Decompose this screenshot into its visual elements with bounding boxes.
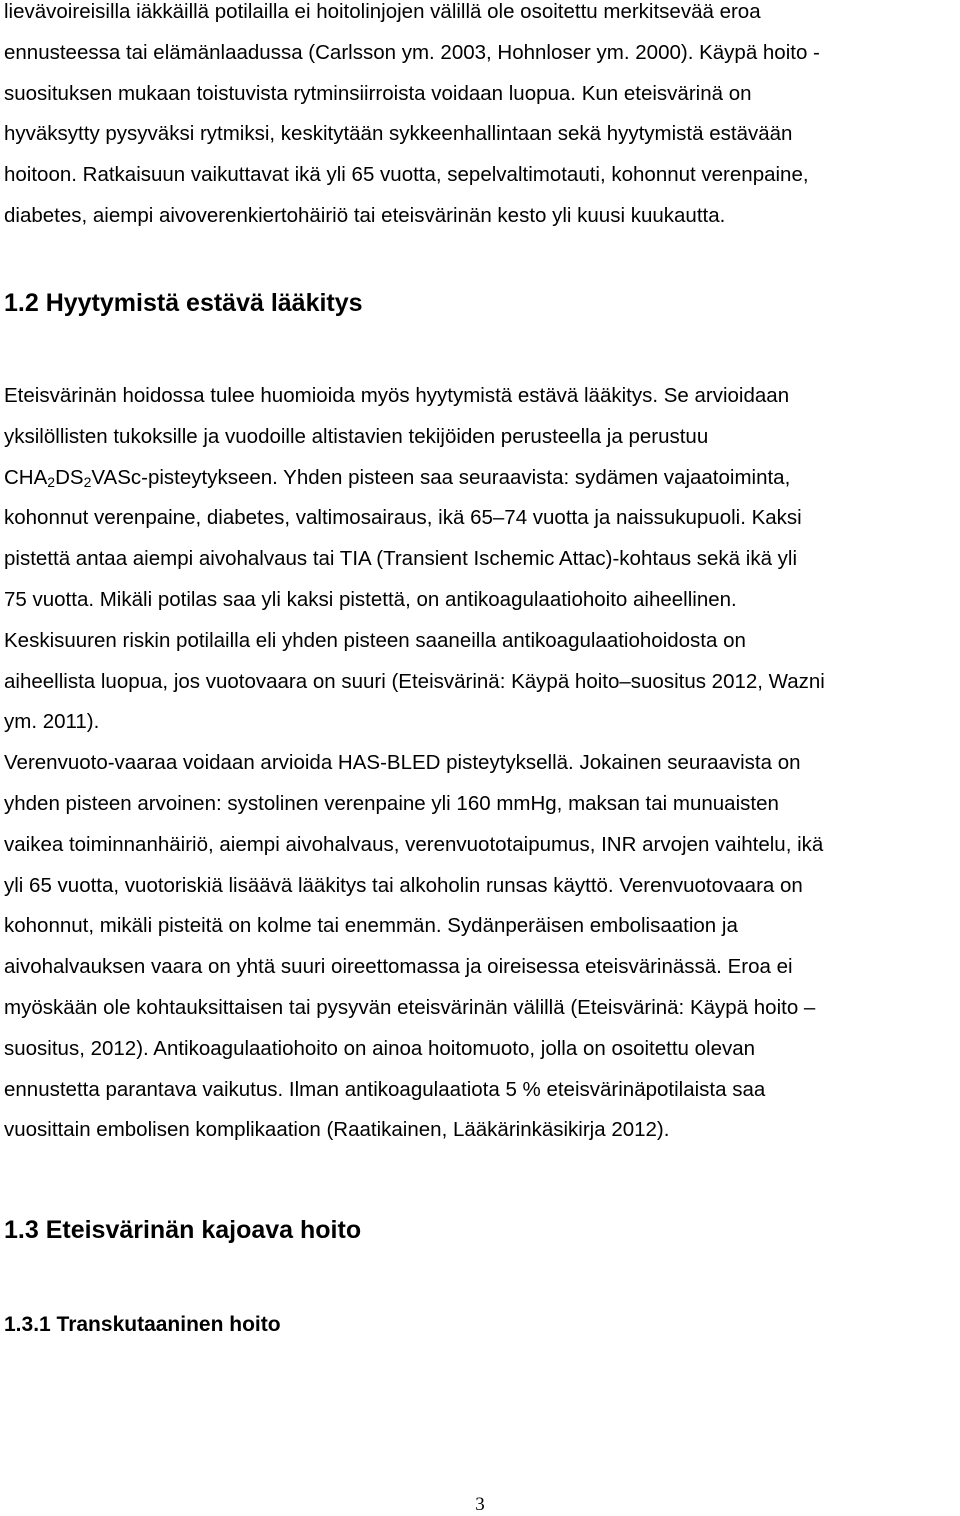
text-line: lievävoireisilla iäkkäillä potilailla ei hoitolinjojen välillä ole osoitettu merkitsevää eroa [4,0,761,23]
text-line: aivohalvauksen vaara on yhtä suuri oireettomassa ja oireisessa eteisvärinässä. Eroa ei [4,955,793,979]
text-line: yhden pisteen arvoinen: systolinen verenpaine yli 160 mmHg, maksan tai munuaisten [4,791,779,815]
text-line: hoitoon. Ratkaisuun vaikuttavat ikä yli 65 vuotta, sepelvaltimotauti, kohonnut verenpaine, [4,163,809,187]
text-line: 75 vuotta. Mikäli potilas saa yli kaksi pistettä, on antikoagulaatiohoito aiheellinen. [4,587,737,611]
text-line: vaikea toiminnanhäiriö, aiempi aivohalvaus, verenvuototaipumus, INR arvojen vaihtelu, ikä [4,832,824,856]
paragraph-main [4,376,960,1151]
text-line-remainder: VASc-pisteytykseen. Yhden pisteen saa seuraavista: sydämen vajaatoiminta, [91,465,791,489]
paragraph-top [4,0,960,237]
text-line: ym. 2011). [4,710,100,734]
text-line: vuosittain embolisen komplikaation (Raatikainen, Lääkärinkäsikirja 2012). [4,1118,670,1142]
text-line: yksilöllisten tukoksille ja vuodoille altistavien tekijöiden perusteella ja perustuu [4,424,709,448]
text-line: suosituksen mukaan toistuvista rytminsiirroista voidaan luopua. Kun eteisvärinä on [4,81,752,105]
section-heading-1-3: 1.3 Eteisvärinän kajoava hoito [4,1216,362,1244]
subscript: 2 [47,473,56,490]
text-line: Verenvuoto-vaaraa voidaan arvioida HAS-BLED pisteytyksellä. Jokainen seuraavista on [4,751,801,775]
text-line: kohonnut verenpaine, diabetes, valtimosairaus, ikä 65–74 vuotta ja naissukupuoli. Kaksi [4,506,802,530]
text-line: Eteisvärinän hoidossa tulee huomioida myös hyytymistä estävä lääkitys. Se arvioidaan [4,384,790,407]
text-line: ennusteessa tai elämänlaadussa (Carlsson ym. 2003, Hohnloser ym. 2000). Käypä hoito - [4,40,820,64]
text-line: aiheellista luopua, jos vuotovaara on suuri (Eteisvärinä: Käypä hoito–suositus 2012, Wazni [4,669,825,693]
text-line-score-formula [4,458,960,499]
subsection-heading-1-3-1: 1.3.1 Transkutaaninen hoito [4,1313,281,1336]
text-line: diabetes, aiempi aivoverenkiertohäiriö tai eteisvärinän kesto yli kuusi kuukautta. [4,203,726,227]
text-line: suositus, 2012). Antikoagulaatiohoito on ainoa hoitomuoto, jolla on osoitettu olevan [4,1036,756,1060]
text-line: Keskisuuren riskin potilailla eli yhden pisteen saaneilla antikoagulaatiohoidosta on [4,628,746,652]
text-line: hyväksytty pysyväksi rytmiksi, keskitytään sykkeenhallintaan sekä hyytymistä estävään [4,122,793,146]
text-line: myöskään ole kohtauksittaisen tai pysyvän eteisvärinän välillä (Eteisvärinä: Käypä hoito – [4,995,816,1019]
text-line: pistettä antaa aiempi aivohalvaus tai TIA (Transient Ischemic Attac)-kohtaus sekä ikä yli [4,547,798,571]
score-name-part: CHA [4,465,48,489]
section-heading-1-2: 1.2 Hyytymistä estävä lääkitys [4,289,363,317]
subscript: 2 [83,473,92,490]
page-number: 3 [475,1494,485,1515]
text-line: ennustetta parantava vaikutus. Ilman antikoagulaatiota 5 % eteisvärinäpotilaista saa [4,1077,766,1101]
text-line: yli 65 vuotta, vuotoriskiä lisäävä lääkitys tai alkoholin runsas käyttö. Verenvuotovaara on [4,873,803,897]
score-name-part: DS [55,465,84,489]
text-line: kohonnut, mikäli pisteitä on kolme tai enemmän. Sydänperäisen embolisaation ja [4,914,738,938]
